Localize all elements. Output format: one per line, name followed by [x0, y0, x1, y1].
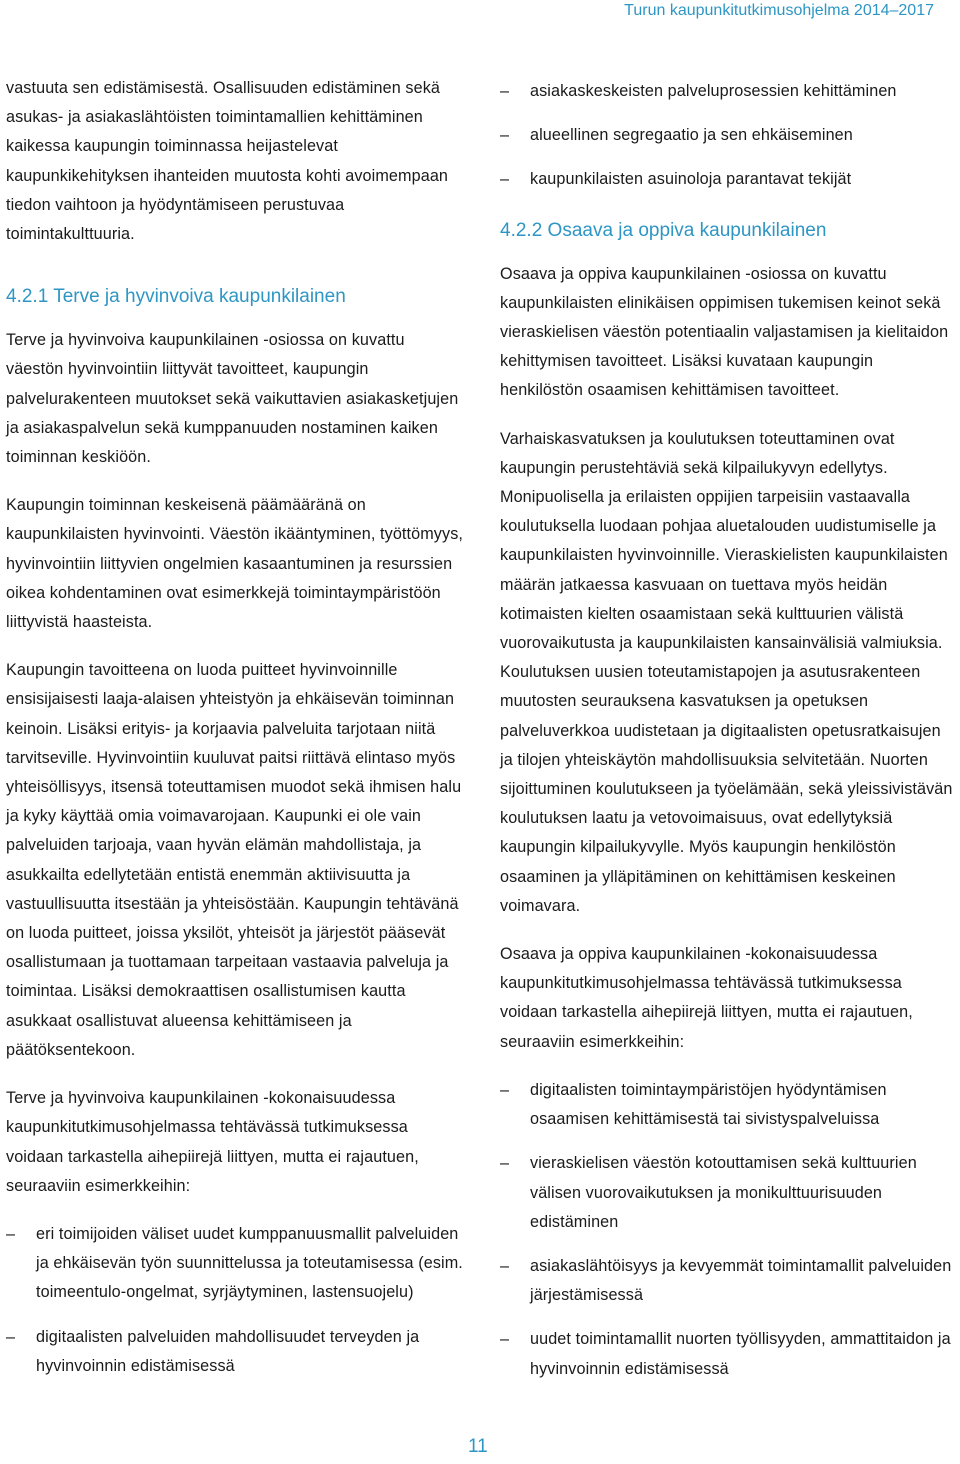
intro-paragraph: vastuuta sen edistämisestä. Osallisuuden edistäminen sekä asukas- ja asiakaslähtöisten toimintamallien kehittäminen kaikessa kaupungin toiminnassa heijastelevat kaupunkikehityksen ihanteiden muutosta kohti avoimempaan tiedon vaihtoon ja hyödyntämiseen perustuvaa toimintakulttuuria.: [6, 79, 449, 244]
paragraph: Osaava ja oppiva kaupunkilainen -osiossa on kuvattu kaupunkilaisten elinikäisen oppimisen tukemisen keinot sekä vieraskielisen väestön potentiaalin valjastamisen ja kielitaidon kehittymisen tavoitteet. Lisäksi kuvataan kaupungin henkilöstön osaamisen kehittämisen tavoitteet.: [500, 264, 949, 400]
paragraph: Kaupungin tavoitteena on luoda puitteet hyvinvoinnille ensisijaisesti laaja-alaisen yhteistyön ja ehkäisevän toiminnan keinoin. Lisäksi erityis- ja korjaavia palveluita tarjotaan niitä tarvitseville. Hyvinvointiin kuuluvat paitsi riittävä elintaso myös yhteisöllisyys, itsensä toteuttamisen muodot sekä ihmisen halu ja kyky käyttää omia voimavarojaan. Kaupunki ei ole vain palveluiden tarjoaja, vaan hyvän elämän mahdollistaja, ja asukkailta edellytetään entistä enemmän aktiivisuutta ja vastuullisuutta itsestään ja yhteisöstään. Kaupungin tehtävänä on luoda puitteet, joissa yksilöt, yhteisöt ja järjestöt pääsevät osallistumaan ja tuottamaan tarpeitaan vastaavia palveluja ja toimintaa. Lisäksi demokraattisen osallistumisen kautta asukkaat osallistuvat alueensa kehittämiseen ja päätöksentekoon.: [6, 661, 462, 1059]
section-heading-4-2-2: 4.2.2 Osaava ja oppiva kaupunkilainen: [500, 219, 827, 241]
running-header: Turun kaupunkitutkimusohjelma 2014–2017: [624, 2, 934, 19]
right-column: [500, 74, 956, 1384]
list-item: – asiakaslähtöisyys ja kevyemmät toimintamallit palveluiden järjestämisessä: [500, 1252, 956, 1310]
paragraph: Varhaiskasvatuksen ja koulutuksen toteuttaminen ovat kaupungin perustehtäviä sekä kilpailukyvyn edellytys. Monipuolisella ja erilaisten oppijien tarpeisiin vastaavalla koulutuksella luodaan pohjaa aluetalouden uudistumiselle ja kaupunkilaisten hyvinvoinnille. Vieraskielisten kaupunkilaisten määrän jatkaessa kasvuaan on tuettava myös heidän kotimaisten kielten osaamistaan sekä kulttuurien välistä vuorovaikutusta ja kaupunkilaisten kansainvälisiä valmiuksia. Koulutuksen uusien toteutamistapojen ja asutusrakenteen muutosten seurauksena kasvatuksen ja opetuksen palveluverkkoa uudistetaan ja digitaalisten opetusratkaisujen ja tilojen yhteiskäytön mahdollisuuksia selvitetään. Nuorten sijoittuminen koulutukseen ja työelämään, sekä yleissivistävän koulutuksen laatu ja vetovoimaisuus, ovat edellytyksiä kaupungin kilpailukyvylle. Myös kaupungin henkilöstön osaaminen ja ylläpitäminen on kehittämisen keskeinen voimavara.: [500, 429, 953, 915]
list-item: – uudet toimintamallit nuorten työllisyyden, ammattitaidon ja hyvinvoinnin edistämisessä: [500, 1325, 956, 1383]
list-item: – asiakaskeskeisten palveluprosessien kehittäminen: [500, 77, 956, 106]
paragraph: Terve ja hyvinvoiva kaupunkilainen -osiossa on kuvattu väestön hyvinvointiin liittyvät tavoitteet, kaupungin palvelurakenteen muutokset sekä vaikuttavien asiakasketjujen ja asiakaspalvelun sekä kumppanuuden nostaminen kaiken toiminnan keskiöön.: [6, 331, 459, 467]
page-number: 11: [468, 1436, 488, 1457]
list-item: – kaupunkilaisten asuinoloja parantavat tekijät: [500, 165, 956, 194]
paragraph: Terve ja hyvinvoiva kaupunkilainen -kokonaisuudessa kaupunkitutkimusohjelmassa tehtävässä tutkimuksessa voidaan tarkastella aihepiirejä liittyen, mutta ei rajautuen, seuraaviin esimerkkeihin:: [6, 1089, 419, 1195]
left-column: [6, 74, 464, 1381]
list-item: – eri toimijoiden väliset uudet kumppanuusmallit palveluiden ja ehkäisevän työn suunnittelussa ja toteutamisessa (esim. toimeentulo-ongelmat, syrjäytyminen, lastensuojelu): [6, 1220, 464, 1308]
paragraph: Kaupungin toiminnan keskeisenä päämääränä on kaupunkilaisten hyvinvointi. Väestön ikääntyminen, työttömyys, hyvinvointiin liittyvien ongelmien kasaantuminen ja resurssien oikea kohdentaminen ovat esimerkkejä toimintaympäristöön liittyvistä haasteista.: [6, 496, 463, 632]
section-heading-4-2-1: 4.2.1 Terve ja hyvinvoiva kaupunkilainen: [6, 286, 346, 308]
list-item: – digitaalisten toimintaympäristöjen hyödyntämisen osaamisen kehittämisestä tai sivistyspalveluissa: [500, 1076, 956, 1134]
bullet-list: [500, 77, 956, 195]
paragraph: Osaava ja oppiva kaupunkilainen -kokonaisuudessa kaupunkitutkimusohjelmassa tehtävässä tutkimuksessa voidaan tarkastella aihepiirejä liittyen, mutta ei rajautuen, seuraaviin esimerkkeihin:: [500, 945, 913, 1051]
list-item: – vieraskielisen väestön kotouttamisen sekä kulttuurien välisen vuorovaikutuksen ja monikulttuurisuuden edistäminen: [500, 1149, 956, 1237]
bullet-list: [6, 1220, 464, 1381]
bullet-list: [500, 1076, 956, 1384]
list-item: – alueellinen segregaatio ja sen ehkäiseminen: [500, 121, 956, 150]
list-item: – digitaalisten palveluiden mahdollisuudet terveyden ja hyvinvoinnin edistämisessä: [6, 1323, 464, 1381]
